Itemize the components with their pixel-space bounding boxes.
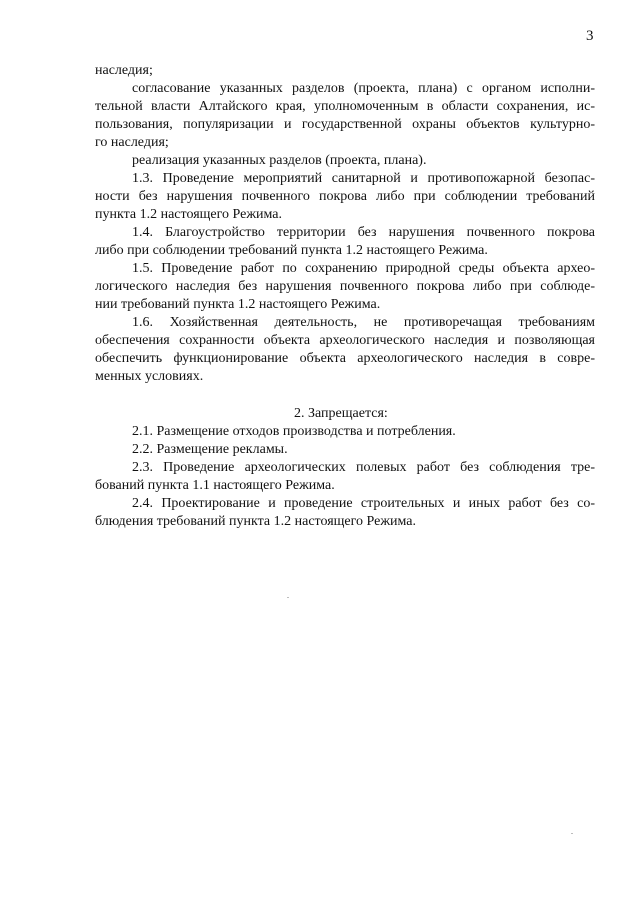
text-line: 1.3. Проведение мероприятий санитарной и противопожарной безопас- [132,171,595,186]
text-line: пункта 1.2 настоящего Режима. [95,207,282,222]
text-line: либо при соблюдении требований пункта 1.2 настоящего Режима. [95,243,488,258]
text-line: го наследия; [95,135,169,150]
text-line: 2.1. Размещение отходов производства и потребления. [132,424,456,439]
text-line: 2.3. Проведение археологических полевых работ без соблюдения тре- [132,460,595,475]
text-line: логического наследия без нарушения почвенного покрова либо при соблюде- [95,279,595,294]
paragraph-approval [95,80,595,152]
text-line: согласование указанных разделов (проекта, плана) с органом исполни- [132,81,595,96]
text-line: 1.4. Благоустройство территории без нарушения почвенного покрова [132,225,595,240]
item-2-2 [95,441,595,459]
text-line: 2.4. Проектирование и проведение строительных и иных работ без со- [132,496,595,511]
text-line: ности без нарушения почвенного покрова либо при соблюдении требований [95,189,595,204]
text-line: наследия; [95,63,153,78]
text-line: нии требований пункта 1.2 настоящего Режима. [95,297,381,312]
item-2-3 [95,459,595,495]
item-2-1 [95,423,595,441]
text-line: пользования, популяризации и государственной охраны объектов культурно- [95,117,595,132]
scan-speck [287,597,289,598]
paragraph-1-3 [95,170,595,224]
paragraph-1-6 [95,314,595,386]
section-heading: 2. Запрещается: [294,406,388,421]
text-line: реализация указанных разделов (проекта, плана). [132,153,427,168]
text-line: 2.2. Размещение рекламы. [132,442,288,457]
text-line: обеспечить функционирование объекта археологического наследия в совре- [95,351,595,366]
text-line: обеспечения сохранности объекта археологического наследия и позволяющая [95,333,595,348]
item-2-4 [95,495,595,531]
text-line: тельной власти Алтайского края, уполномоченным в области сохранения, ис- [95,99,595,114]
text-line: 1.6. Хозяйственная деятельность, не противоречащая требованиям [132,315,595,330]
paragraph-implementation [95,152,595,170]
paragraph-continuation [95,62,595,80]
document-body [95,62,595,531]
text-line: блюдения требований пункта 1.2 настоящего Режима. [95,514,416,529]
text-line: бований пункта 1.1 настоящего Режима. [95,478,335,493]
paragraph-1-4 [95,224,595,260]
text-line: 1.5. Проведение работ по сохранению природной среды объекта археo- [132,261,595,276]
scan-speck [571,833,573,834]
page-number: 3 [586,28,594,44]
paragraph-1-5 [95,260,595,314]
text-line: менных условиях. [95,369,204,384]
